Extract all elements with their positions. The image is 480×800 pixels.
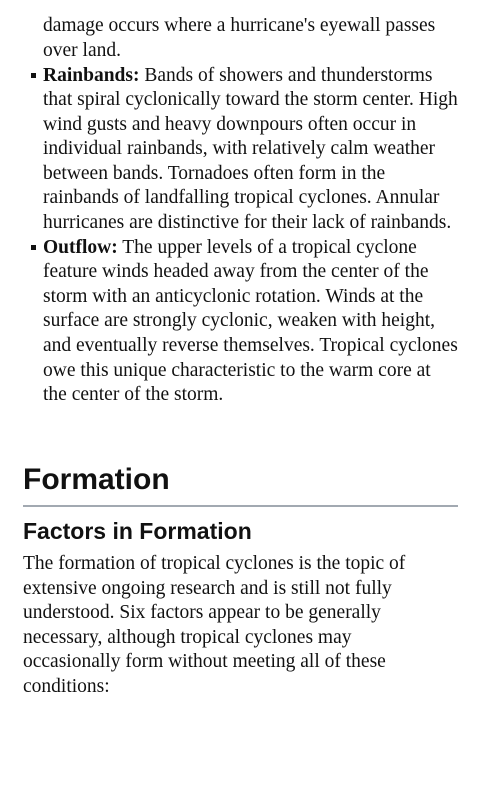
bullet-square-icon xyxy=(31,73,36,78)
feature-bullet-list xyxy=(0,64,480,408)
list-item-term: Outflow: xyxy=(43,236,118,258)
list-item-text: Bands of showers and thunderstorms that spiral cyclonically toward the storm center. High wind gusts and heavy downpours often occur in individual rainbands, with relatively calm weather between bands. Tornadoes often form in the rainbands of landfalling tropical cyclones. Annular hurricanes are distinctive for their lack of rainbands. xyxy=(43,64,458,234)
list-item-text: The upper levels of a tropical cyclone feature winds headed away from the center of the storm with an anticyclonic rotation. Winds at the surface are strongly cyclonic, weaken with height, and eventually reverse themselves. Tropical cyclones owe this unique characteristic to the warm core at the center of the storm. xyxy=(43,236,458,406)
heading-divider xyxy=(23,505,458,507)
list-item-term: Rainbands: xyxy=(43,64,140,86)
body-paragraph: The formation of tropical cyclones is the topic of extensive ongoing research and is still not fully understood. Six factors appear to be generally necessary, although tropical cyclones may occasionally form without meeting all of these conditions: xyxy=(23,553,406,697)
section-heading: Formation xyxy=(23,463,170,496)
list-item-outflow xyxy=(43,236,459,408)
subsection-heading: Factors in Formation xyxy=(23,518,252,544)
bullet-square-icon xyxy=(31,245,36,250)
continued-list-text: damage occurs where a hurricane's eyewall passes over land. xyxy=(43,15,436,61)
list-item-rainbands xyxy=(43,64,459,236)
